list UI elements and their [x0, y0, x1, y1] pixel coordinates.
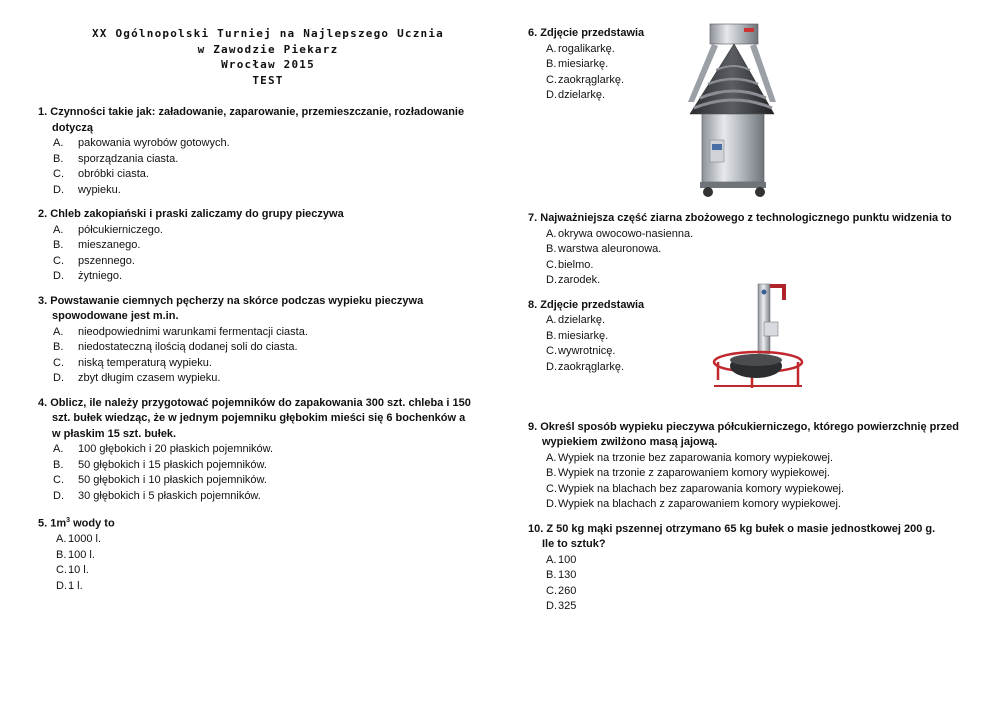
answer-option-d: D. żytniego. [53, 270, 123, 282]
question-text: 6. Zdjęcie przedstawia [528, 27, 645, 39]
answer-option-a: A. Wypiek na trzonie bez zaparowania komory wypiekowej. [546, 451, 834, 464]
answer-option-d: D. dzielarkę. [546, 89, 606, 101]
question-text: 2. Chleb zakopiański i praski zaliczamy do grupy pieczywa [38, 208, 344, 220]
answer-option-b: B. 50 głębokich i 15 płaskich pojemników. [53, 458, 267, 471]
answer-option-b: B. 130 [546, 569, 577, 581]
answer-option-c: C. Wypiek na blachach bez zaparowania komory wypiekowej. [546, 482, 845, 495]
answer-option-c: C. wywrotnicę. [546, 345, 616, 357]
answer-option-a: A. dzielarkę. [546, 314, 606, 326]
answer-option-c: C. obróbki ciasta. [53, 168, 149, 180]
question-text: 10. Z 50 kg mąki pszennej otrzymano 65 kg bułek o masie jednostkowej 200 g. Ile to sztuk? [528, 522, 936, 550]
question-text: 5. $1m^3$ wody to [38, 517, 115, 530]
header-test-label: TEST [252, 73, 284, 87]
question-7 [528, 211, 978, 289]
answer-option-c: C. pszennego. [53, 254, 135, 267]
answer-option-b: B. warstwa aleuronowa. [546, 243, 662, 255]
answer-option-b: B. Wypiek na trzonie z zaparowaniem komory wypiekowej. [546, 467, 830, 479]
answer-option-b: B. sporządzania ciasta. [53, 152, 179, 165]
answer-option-d: D. zbyt długim czasem wypieku. [53, 372, 221, 384]
question-text: 9. Określ sposób wypieku pieczywa półcukierniczego, którego powierzchnię przed wypiekiem zwilżono masą jajową. [528, 420, 959, 448]
answer-option-a: A. 100 głębokich i 20 płaskich pojemników. [53, 443, 274, 455]
tipping-machine-photo [712, 282, 804, 392]
header-location-year: Wrocław 2015 [221, 58, 315, 71]
answer-option-a: A. rogalikarkę. [546, 42, 615, 55]
question-9 [528, 420, 978, 513]
answer-option-a: A. nieodpowiednimi warunkami fermentacji ciasta. [53, 325, 308, 338]
question-text: 1. Czynności takie jak: załadowanie, zaparowanie, przemieszczanie, rozładowanie dotyczą [38, 106, 465, 134]
dough-rounder-photo [680, 22, 780, 200]
question-10 [528, 522, 978, 615]
header-title: XX Ogólnopolski Turniej na Najlepszego Ucznia [91, 27, 444, 40]
answer-option-a: A. 1000 l. [56, 533, 102, 546]
answer-option-c: C. niską temperaturą wypieku. [53, 356, 212, 369]
answer-option-d: D. 30 głębokich i 5 płaskich pojemników. [53, 489, 261, 502]
answer-option-b: B. 100 l. [56, 548, 95, 561]
answer-option-d: D. 325 [546, 600, 577, 612]
test-header [38, 26, 498, 88]
answer-option-d: D. Wypiek na blachach z zaparowaniem komory wypiekowej. [546, 498, 841, 510]
question-text: 3. Powstawanie ciemnych pęcherzy na skórce podczas wypieku pieczywa spowodowane jest m.in. [38, 294, 424, 322]
question-2 [38, 207, 488, 285]
header-profession: w Zawodzie Piekarz [197, 42, 339, 56]
answer-option-a: A. 100 [546, 553, 577, 566]
answer-option-b: B. miesiarkę. [546, 329, 609, 342]
answer-option-c: C. zaokrąglarkę. [546, 73, 625, 86]
answer-option-c: C. bielmo. [546, 258, 594, 271]
question-5 [38, 513, 488, 594]
question-3 [38, 294, 488, 387]
answer-option-d: D. zarodek. [546, 274, 601, 286]
answer-option-b: B. niedostateczną ilością dodanej soli do ciasta. [53, 341, 298, 353]
answer-option-d: D. wypieku. [53, 183, 121, 196]
question-4 [38, 396, 488, 505]
left-column [38, 26, 488, 603]
answer-option-a: A. półcukierniczego. [53, 223, 163, 236]
answer-option-c: C. 260 [546, 584, 577, 597]
answer-option-d: D. 1 l. [56, 579, 83, 592]
answer-option-d: D. zaokrąglarkę. [546, 360, 625, 373]
answer-option-a: A. okrywa owocowo-nasienna. [546, 227, 694, 240]
answer-option-b: B. mieszanego. [53, 239, 141, 251]
answer-option-c: C. 10 l. [56, 564, 89, 577]
question-text: 8. Zdjęcie przedstawia [528, 298, 645, 311]
question-1 [38, 105, 488, 198]
answer-option-c: C. 50 głębokich i 10 płaskich pojemników. [53, 474, 267, 486]
answer-option-a: A. pakowania wyrobów gotowych. [53, 137, 230, 149]
answer-option-b: B. miesiarkę. [546, 58, 609, 70]
question-text: 7. Najważniejsza część ziarna zbożowego z technologicznego punktu widzenia to [528, 212, 952, 224]
question-text: 4. Oblicz, ile należy przygotować pojemników do zapakowania 300 szt. chleba i 150 szt. bułek wiedząc, że w jednym pojemniku głębokim mieści się 6 bochenków a w płaskim 15 szt. bułek. [38, 396, 471, 440]
